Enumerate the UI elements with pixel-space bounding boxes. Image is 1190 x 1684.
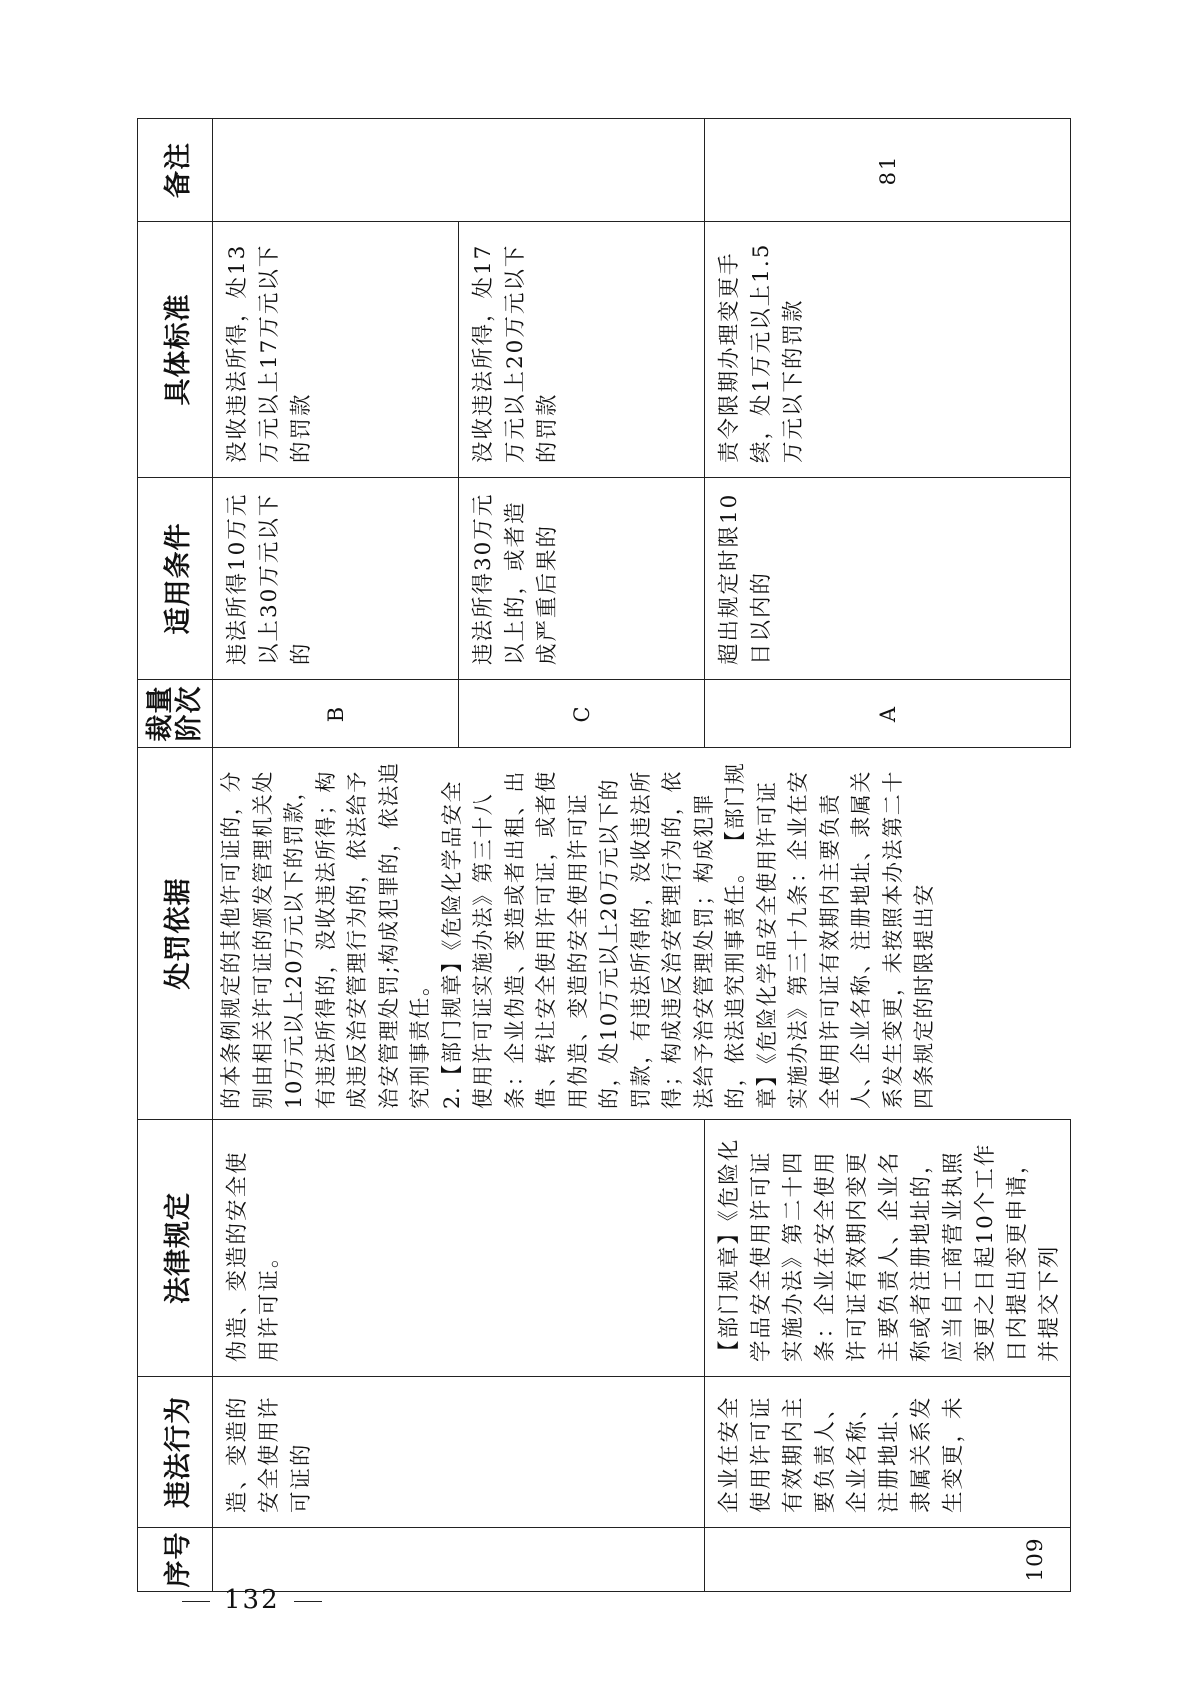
row109-standard: 责令限期办理变更手续，处1万元以上1.5万元以下的罚款 — [717, 242, 806, 463]
header-law: 法律规定 — [138, 1120, 213, 1377]
row109-level: A — [875, 704, 900, 723]
row109-standard-cell — [705, 222, 1071, 478]
row109-condition: 超出规定时限10日以内的 — [717, 492, 774, 665]
condition-c: 违法所得30万元以上的，或者造成严重后果的 — [471, 492, 560, 665]
footer-dash-left — [182, 1601, 210, 1602]
prev-basis-text — [213, 748, 941, 1119]
row109-act: 企业在安全使用许可证有效期内主要负责人、企业名称、注册地址、隶属关系发生变更，未 — [717, 1395, 966, 1513]
prev-act-cell — [213, 1377, 705, 1528]
row109-note: 81 — [875, 154, 900, 186]
prev-act-text: 造、变造的安全使用许可证的 — [225, 1395, 314, 1513]
header-act: 违法行为 — [138, 1377, 213, 1528]
penalty-discretion-table — [137, 118, 1071, 1592]
prev-law-cell — [213, 1120, 705, 1377]
table-row — [213, 119, 459, 1592]
page-number: 132 — [224, 1585, 280, 1615]
header-basis: 处罚依据 — [138, 748, 213, 1120]
prev-note-cell — [213, 119, 705, 222]
standard-b: 没收违法所得，处13万元以上17万元以下的罚款 — [225, 243, 314, 463]
header-condition: 适用条件 — [138, 478, 213, 680]
condition-cell — [213, 478, 459, 680]
header-seq: 序号 — [138, 1528, 213, 1592]
prev-law-text: 伪造、变造的安全使用许可证。 — [225, 1150, 282, 1362]
basis-cell — [213, 748, 1071, 1120]
row109-condition-cell — [705, 478, 1071, 680]
row109-seq-cell — [705, 1528, 1071, 1592]
header-note: 备注 — [138, 119, 213, 222]
rotated-table-sheet — [137, 119, 1071, 1592]
row109-seq: 109 — [1023, 1537, 1048, 1582]
level-c: C — [569, 704, 594, 723]
standard-c: 没收违法所得，处17万元以上20万元以下的罚款 — [471, 243, 560, 463]
row109-act-cell — [705, 1377, 1071, 1528]
level-b: B — [323, 704, 348, 723]
standard-cell — [459, 222, 705, 478]
row109-basis-span: 【部门规章】《危险化学品安全使用许可证实施办法》第三十九条：企业在安全使用许可证有效期内主要负责人、企业名称、注册地址、隶属关系发生变更，未按照本办法第二十四条规定的时限提出安 — [723, 761, 936, 1109]
row109-note-cell — [705, 119, 1071, 222]
prev-seq-cell — [213, 1528, 705, 1592]
row109-law-cell — [705, 1120, 1071, 1377]
header-row — [138, 119, 213, 1592]
header-standard: 具体标准 — [138, 222, 213, 478]
level-cell — [459, 680, 705, 748]
condition-b: 违法所得10万元以上30万元以下的 — [225, 492, 314, 665]
prev-basis-span: 的本条例规定的其他许可证的，分别由相关许可证的颁发管理机关处10万元以上20万元以下的罚款，有违法所得的，没收违法所得；构成违反治安管理行为的，依法给予治安管理处罚;构成犯罪的，依法追究刑事责任。 2.【部门规章】《危险化学品安全使用许可证实施办法》第三十八条：企业伪造、变造或者出租、出借、转让安全使用许可证，或者使用伪造、变造的安全使用许可证的，处10万元以上20万元以下的罚款，有违法所得的，没收违法所得；构成违反治安管理行为的，依法给予治安管理处罚；构成犯罪的，依法追究刑事责任。 — [219, 761, 747, 1109]
row109-level-cell — [705, 680, 1071, 748]
standard-cell — [213, 222, 459, 478]
condition-cell — [459, 478, 705, 680]
page-footer — [168, 1585, 336, 1615]
header-level: 裁量阶次 — [138, 680, 213, 748]
level-cell — [213, 680, 459, 748]
footer-dash-right — [294, 1601, 322, 1602]
row109-law: 【部门规章】《危险化学品安全使用许可证实施办法》第二十四条：企业在安全使用许可证有效期内变更主要负责人、企业名称或者注册地址的，应当自工商营业执照变更之日起10个工作日内提出变更申请，并提交下列 — [717, 1137, 1062, 1362]
